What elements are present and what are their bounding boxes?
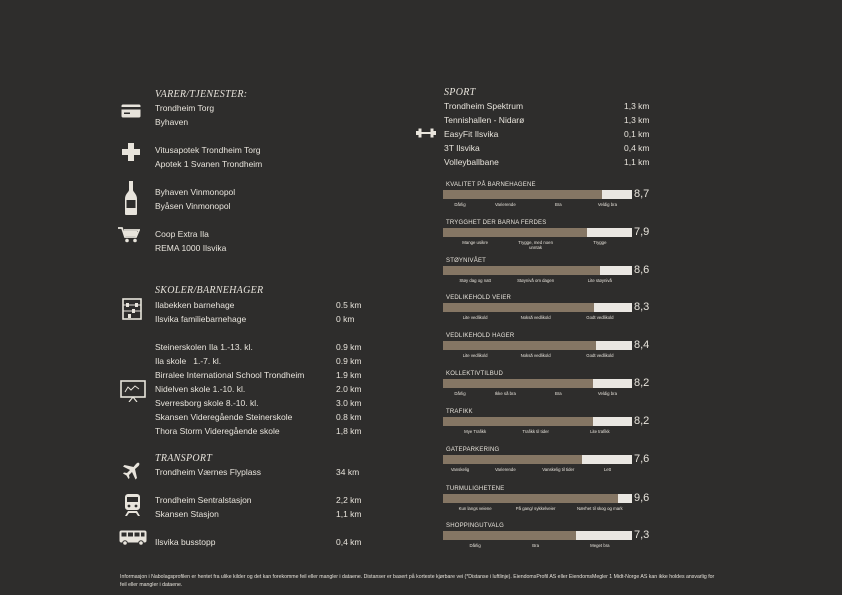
- rating-bar: [443, 494, 632, 503]
- skoler-heading: SKOLER/BARNEHAGER: [155, 285, 264, 296]
- school-name: Steinerskolen Ila 1.-13. kl.: [155, 342, 253, 352]
- school-name: Ilabekken barnehage: [155, 300, 235, 310]
- transport-distance: 34 km: [336, 467, 360, 477]
- chalkboard-icon: [120, 380, 146, 402]
- school-name: Ila skole 1.-7. kl.: [155, 356, 222, 366]
- rating-scale-label: Noksă vedlikold: [520, 353, 551, 358]
- school-distance: 0 km: [336, 314, 355, 324]
- rating-bar-fill: [443, 417, 593, 426]
- rating-scale-label: Lett: [603, 467, 612, 472]
- sport-distance: 1,3 km: [624, 101, 650, 111]
- transport-name: Ilsvika busstopp: [155, 537, 216, 547]
- rating-bar-fill: [443, 531, 576, 540]
- school-distance: 0.9 km: [336, 356, 362, 366]
- varer-item: Vitusapotek Trondheim Torg: [155, 145, 261, 155]
- rating-score: 7,3: [634, 529, 650, 541]
- rating-bar-fill: [443, 341, 596, 350]
- rating-score: 8,3: [634, 301, 650, 313]
- rating-bar: [443, 379, 632, 388]
- rating-title: SHOPPINGUTVALG: [446, 523, 505, 529]
- wine-bottle-icon: [124, 181, 138, 215]
- rating-score: 8,7: [634, 188, 650, 200]
- rating-scale-label: Godt vedlikold: [586, 315, 614, 320]
- sport-name: 3T Ilsvika: [444, 143, 480, 153]
- credit-card-icon: [121, 104, 141, 118]
- sport-name: EasyFit Ilsvika: [444, 129, 499, 139]
- rating-bar-fill: [443, 266, 600, 275]
- rating-bar-fill: [443, 303, 594, 312]
- rating-scale-label: Støy dag og natt: [459, 278, 491, 283]
- rating-bar: [443, 531, 632, 540]
- rating-scale-label: Bra: [554, 391, 562, 396]
- varer-heading: VARER/TJENESTER:: [155, 89, 248, 100]
- school-distance: 2.0 km: [336, 384, 362, 394]
- varer-item: Apotek 1 Svanen Trondheim: [155, 159, 263, 169]
- varer-item: Trondheim Torg: [155, 103, 215, 113]
- transport-name: Trondheim Sentralstasjon: [155, 495, 252, 505]
- rating-scale-label: Veldig bra: [597, 202, 617, 207]
- rating-scale-label: Vanskelig: [450, 467, 470, 472]
- transport-heading: TRANSPORT: [155, 453, 213, 464]
- school-distance: 3.0 km: [336, 398, 362, 408]
- rating-scale-label: Vanskelig til tider: [542, 467, 575, 472]
- rating-scale-label: Lite støynivå: [587, 278, 612, 283]
- rating-scale-label: Trafikk til tider: [522, 429, 549, 434]
- rating-bar-fill: [443, 379, 593, 388]
- rating-score: 8,2: [634, 377, 650, 389]
- footer-disclaimer: Informasjon i Nabolagsprofilen er hentet fra ulike kilder og det kan forekomme feil eller mangler i dataene. Distanser er basert på korteste kjørbare vei (*Distanse i luftlinje). EiendomsProfil AS eller EiendomsMegler 1 Midt-Norge AS kan ikke holdes ansvarlig for feil eller mangler i dataene.: [120, 574, 715, 588]
- rating-scale-label: Trygge: [593, 240, 607, 245]
- rating-title: TURMULIGHETENE: [446, 486, 505, 492]
- sport-heading: SPORT: [444, 87, 476, 98]
- rating-bar: [443, 417, 632, 426]
- school-name: Birralee International School Trondheim: [155, 370, 305, 380]
- sport-distance: 1,3 km: [624, 115, 650, 125]
- train-icon: [124, 494, 141, 516]
- sport-name: Volleyballbane: [444, 157, 499, 167]
- rating-bar: [443, 455, 632, 464]
- rating-title: VEDLIKEHOLD VEIER: [446, 295, 512, 301]
- rating-scale-label: Mange usikre: [462, 240, 489, 245]
- rating-scale-label: Dårlig: [454, 391, 466, 396]
- school-distance: 0.5 km: [336, 300, 362, 310]
- rating-score: 7,6: [634, 453, 650, 465]
- varer-item: Coop Extra Ila: [155, 229, 209, 239]
- school-name: Thora Storm Videregående skole: [155, 426, 280, 436]
- rating-score: 8,2: [634, 415, 650, 427]
- sport-name: Trondheim Spektrum: [444, 101, 524, 111]
- school-name: Ilsvika familiebarnehage: [155, 314, 247, 324]
- bus-icon: [119, 530, 147, 546]
- sport-distance: 0,1 km: [624, 129, 650, 139]
- school-distance: 0.9 km: [336, 342, 362, 352]
- rating-bar-fill: [443, 190, 602, 199]
- sport-distance: 0,4 km: [624, 143, 650, 153]
- airplane-icon: [121, 461, 141, 481]
- transport-distance: 0,4 km: [336, 537, 362, 547]
- rating-title: KVALITET PÅ BARNEHAGENE: [446, 182, 536, 188]
- rating-scale-label: Godt vedlikold: [586, 353, 614, 358]
- rating-scale-label: Lite trafikk: [590, 429, 610, 434]
- rating-title: GATEPARKERING: [446, 447, 500, 453]
- rating-bar-fill: [443, 455, 582, 464]
- rating-scale-label: Noksă vedlikold: [520, 315, 551, 320]
- rating-scale-label: Meget bra: [590, 543, 610, 548]
- rating-scale-label: Dårlig: [469, 543, 481, 548]
- transport-name: Trondheim Værnes Flyplass: [155, 467, 261, 477]
- rating-scale-label: Lite vedlikold: [462, 315, 488, 320]
- rating-title: TRYGGHET DER BARNA FERDES: [446, 220, 547, 226]
- shopping-cart-icon: [118, 227, 140, 243]
- rating-score: 7,9: [634, 226, 650, 238]
- rating-scale-label: Ikke så bra: [494, 391, 516, 396]
- varer-item: REMA 1000 Ilsvika: [155, 243, 227, 253]
- rating-scale-label: Mye Trafikk: [464, 429, 487, 434]
- rating-bar: [443, 266, 632, 275]
- rating-bar: [443, 228, 632, 237]
- varer-item: Byhaven: [155, 117, 189, 127]
- school-distance: 1,8 km: [336, 426, 362, 436]
- rating-scale-label: Bra: [532, 543, 539, 548]
- rating-bar-fill: [443, 228, 587, 237]
- rating-score: 9,6: [634, 492, 650, 504]
- rating-title: TRAFIKK: [446, 409, 473, 415]
- rating-score: 8,4: [634, 339, 650, 351]
- rating-bar: [443, 190, 632, 199]
- varer-item: Byhaven Vinmonopol: [155, 187, 236, 197]
- transport-distance: 2,2 km: [336, 495, 362, 505]
- rating-scale-label: Trygge, med noen unntak: [518, 240, 553, 250]
- pharmacy-cross-icon: [122, 143, 140, 161]
- rating-title: STØYNIVÅET: [446, 258, 487, 264]
- school-name: Skansen Videregående Steinerskole: [155, 412, 293, 422]
- school-name: Sverresborg skole 8.-10. kl.: [155, 398, 259, 408]
- school-distance: 1.9 km: [336, 370, 362, 380]
- school-distance: 0.8 km: [336, 412, 362, 422]
- rating-scale-label: Veldig bra: [597, 391, 617, 396]
- rating-title: KOLLEKTIVTILBUD: [446, 371, 504, 377]
- abacus-icon: [122, 298, 142, 320]
- rating-scale-label: Støynivå om dagen: [517, 278, 555, 283]
- rating-scale-label: Varierende: [495, 467, 516, 472]
- transport-distance: 1,1 km: [336, 509, 362, 519]
- dumbbell-icon: [416, 128, 436, 138]
- transport-name: Skansen Stasjon: [155, 509, 219, 519]
- rating-scale-label: Kun langs veiene: [458, 506, 492, 511]
- school-name: Nidelven skole 1.-10. kl.: [155, 384, 246, 394]
- rating-title: VEDLIKEHOLD HAGER: [446, 333, 515, 339]
- rating-bar: [443, 303, 632, 312]
- rating-scale-label: Dårlig: [454, 202, 466, 207]
- rating-scale-label: Varierende: [495, 202, 516, 207]
- rating-bar-fill: [443, 494, 618, 503]
- rating-scale-label: Bra: [554, 202, 562, 207]
- sport-distance: 1,1 km: [624, 157, 650, 167]
- rating-scale-label: På gang/ sykkelveier: [515, 506, 556, 511]
- varer-item: Byåsen Vinmonopol: [155, 201, 231, 211]
- rating-scale-label: Nærhet til skog og mark: [577, 506, 623, 511]
- sport-name: Tennishallen - Nidarø: [444, 115, 525, 125]
- rating-scale-label: Lite vedlikold: [462, 353, 488, 358]
- rating-score: 8,6: [634, 264, 650, 276]
- rating-bar: [443, 341, 632, 350]
